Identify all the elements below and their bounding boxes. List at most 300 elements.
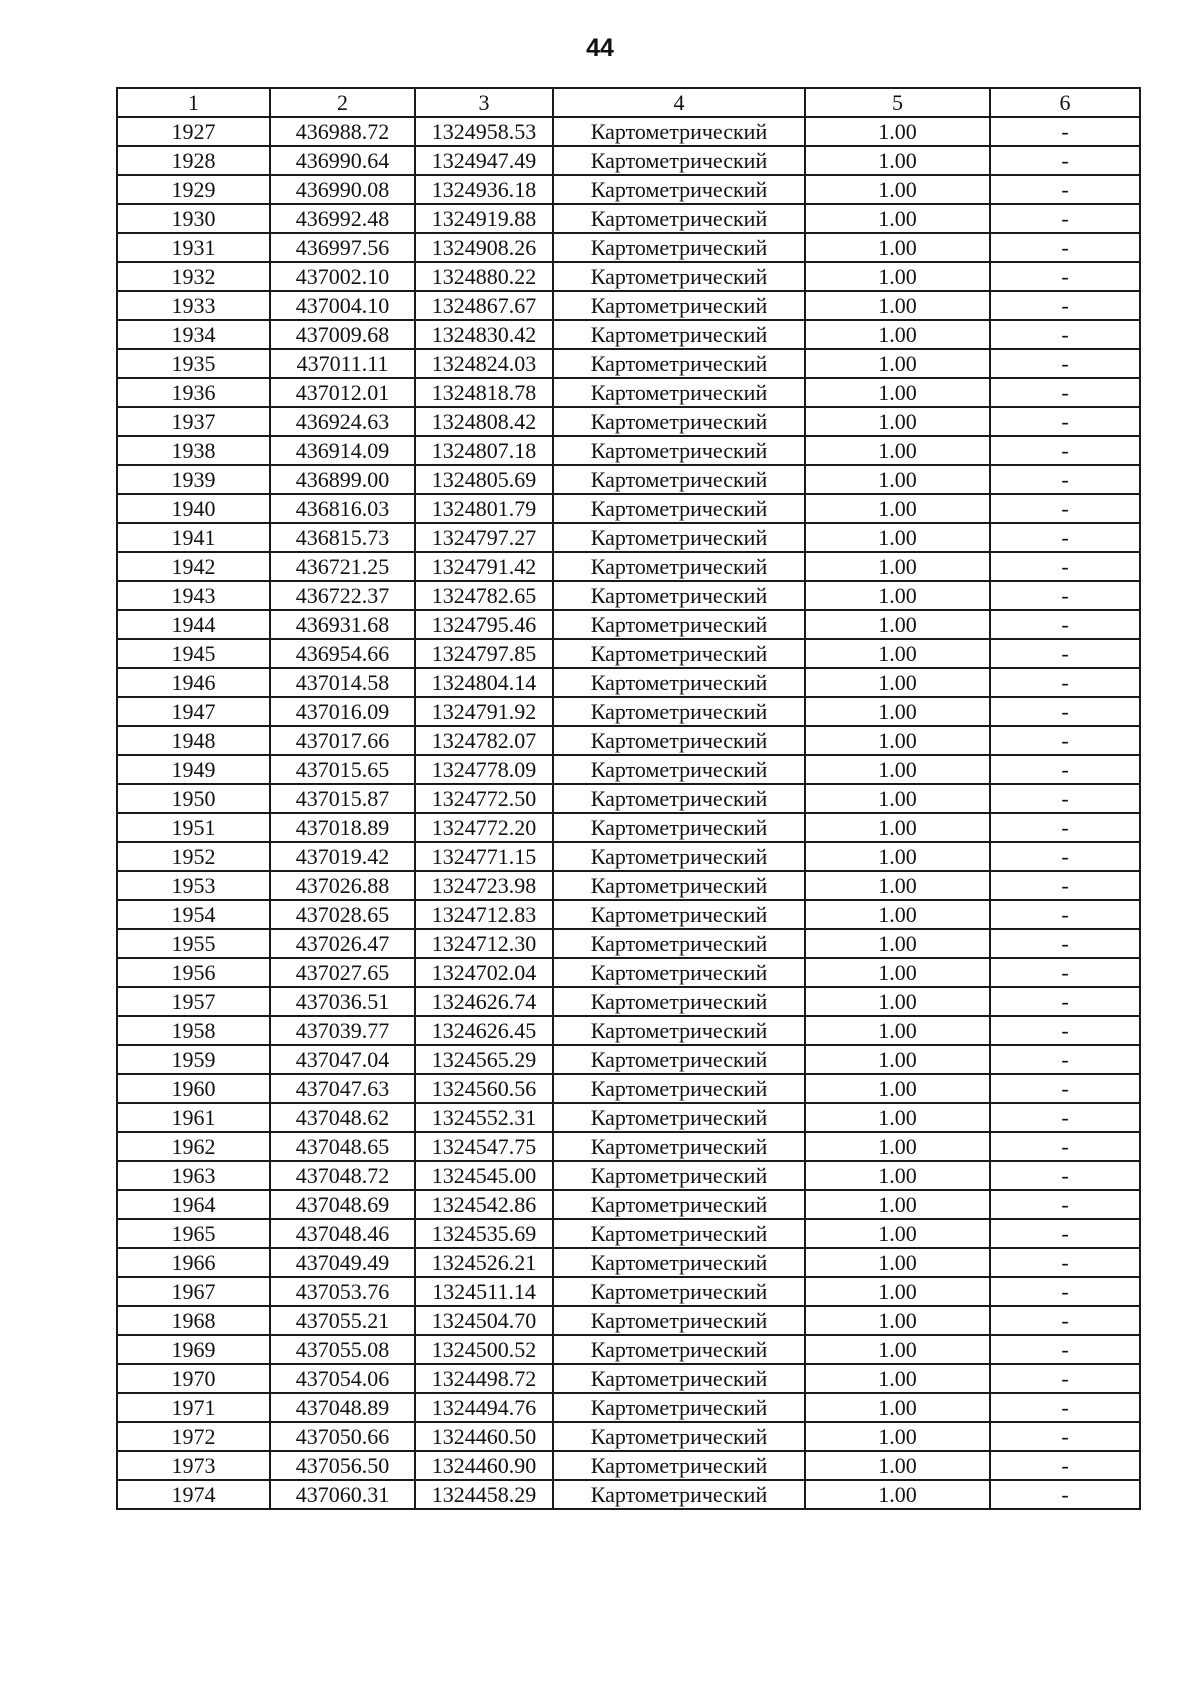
- table-row: [117, 1161, 1140, 1190]
- method-cell: Картометрический: [553, 755, 805, 784]
- method-cell: Картометрический: [553, 1277, 805, 1306]
- x-coordinate-cell: 437047.04: [270, 1045, 415, 1074]
- accuracy-cell: 1.00: [805, 349, 990, 378]
- note-cell: -: [990, 1219, 1140, 1248]
- accuracy-cell: 1.00: [805, 755, 990, 784]
- x-coordinate-cell: 436988.72: [270, 117, 415, 146]
- column-header: 6: [990, 88, 1140, 117]
- table-row: [117, 1103, 1140, 1132]
- accuracy-cell: 1.00: [805, 610, 990, 639]
- point-number-cell: 1956: [117, 958, 270, 987]
- method-cell: Картометрический: [553, 697, 805, 726]
- method-cell: Картометрический: [553, 1132, 805, 1161]
- y-coordinate-cell: 1324504.70: [415, 1306, 553, 1335]
- method-cell: Картометрический: [553, 349, 805, 378]
- y-coordinate-cell: 1324552.31: [415, 1103, 553, 1132]
- x-coordinate-cell: 437016.09: [270, 697, 415, 726]
- note-cell: -: [990, 117, 1140, 146]
- accuracy-cell: 1.00: [805, 146, 990, 175]
- table-row: [117, 1248, 1140, 1277]
- accuracy-cell: 1.00: [805, 1364, 990, 1393]
- table-row: [117, 523, 1140, 552]
- accuracy-cell: 1.00: [805, 1103, 990, 1132]
- x-coordinate-cell: 437047.63: [270, 1074, 415, 1103]
- accuracy-cell: 1.00: [805, 204, 990, 233]
- note-cell: -: [990, 204, 1140, 233]
- x-coordinate-cell: 436722.37: [270, 581, 415, 610]
- point-number-cell: 1935: [117, 349, 270, 378]
- accuracy-cell: 1.00: [805, 726, 990, 755]
- note-cell: -: [990, 1480, 1140, 1509]
- y-coordinate-cell: 1324542.86: [415, 1190, 553, 1219]
- accuracy-cell: 1.00: [805, 900, 990, 929]
- y-coordinate-cell: 1324830.42: [415, 320, 553, 349]
- note-cell: -: [990, 871, 1140, 900]
- table-row: [117, 494, 1140, 523]
- column-header: 4: [553, 88, 805, 117]
- note-cell: -: [990, 465, 1140, 494]
- point-number-cell: 1959: [117, 1045, 270, 1074]
- accuracy-cell: 1.00: [805, 987, 990, 1016]
- point-number-cell: 1965: [117, 1219, 270, 1248]
- table-row: [117, 465, 1140, 494]
- table-row: [117, 755, 1140, 784]
- accuracy-cell: 1.00: [805, 1045, 990, 1074]
- accuracy-cell: 1.00: [805, 1393, 990, 1422]
- note-cell: -: [990, 1306, 1140, 1335]
- y-coordinate-cell: 1324723.98: [415, 871, 553, 900]
- method-cell: Картометрический: [553, 436, 805, 465]
- y-coordinate-cell: 1324824.03: [415, 349, 553, 378]
- table-row: [117, 378, 1140, 407]
- point-number-cell: 1967: [117, 1277, 270, 1306]
- x-coordinate-cell: 437048.89: [270, 1393, 415, 1422]
- note-cell: -: [990, 1335, 1140, 1364]
- table-row: [117, 1016, 1140, 1045]
- method-cell: Картометрический: [553, 958, 805, 987]
- accuracy-cell: 1.00: [805, 958, 990, 987]
- note-cell: -: [990, 784, 1140, 813]
- method-cell: Картометрический: [553, 1190, 805, 1219]
- table-row: [117, 1451, 1140, 1480]
- x-coordinate-cell: 436992.48: [270, 204, 415, 233]
- point-number-cell: 1946: [117, 668, 270, 697]
- y-coordinate-cell: 1324771.15: [415, 842, 553, 871]
- y-coordinate-cell: 1324919.88: [415, 204, 553, 233]
- method-cell: Картометрический: [553, 117, 805, 146]
- table-row: [117, 842, 1140, 871]
- accuracy-cell: 1.00: [805, 117, 990, 146]
- accuracy-cell: 1.00: [805, 233, 990, 262]
- note-cell: -: [990, 581, 1140, 610]
- y-coordinate-cell: 1324782.65: [415, 581, 553, 610]
- note-cell: -: [990, 1016, 1140, 1045]
- x-coordinate-cell: 436899.00: [270, 465, 415, 494]
- note-cell: -: [990, 1190, 1140, 1219]
- point-number-cell: 1973: [117, 1451, 270, 1480]
- y-coordinate-cell: 1324712.30: [415, 929, 553, 958]
- table-row: [117, 668, 1140, 697]
- x-coordinate-cell: 437014.58: [270, 668, 415, 697]
- table-row: [117, 320, 1140, 349]
- accuracy-cell: 1.00: [805, 1219, 990, 1248]
- x-coordinate-cell: 437026.47: [270, 929, 415, 958]
- x-coordinate-cell: 437060.31: [270, 1480, 415, 1509]
- x-coordinate-cell: 436816.03: [270, 494, 415, 523]
- method-cell: Картометрический: [553, 1103, 805, 1132]
- accuracy-cell: 1.00: [805, 813, 990, 842]
- y-coordinate-cell: 1324547.75: [415, 1132, 553, 1161]
- point-number-cell: 1933: [117, 291, 270, 320]
- accuracy-cell: 1.00: [805, 1161, 990, 1190]
- accuracy-cell: 1.00: [805, 1074, 990, 1103]
- x-coordinate-cell: 437048.65: [270, 1132, 415, 1161]
- x-coordinate-cell: 437054.06: [270, 1364, 415, 1393]
- accuracy-cell: 1.00: [805, 842, 990, 871]
- point-number-cell: 1972: [117, 1422, 270, 1451]
- y-coordinate-cell: 1324626.45: [415, 1016, 553, 1045]
- note-cell: -: [990, 1248, 1140, 1277]
- method-cell: Картометрический: [553, 1306, 805, 1335]
- accuracy-cell: 1.00: [805, 320, 990, 349]
- x-coordinate-cell: 437036.51: [270, 987, 415, 1016]
- table-header: [117, 88, 1140, 117]
- y-coordinate-cell: 1324947.49: [415, 146, 553, 175]
- method-cell: Картометрический: [553, 1016, 805, 1045]
- point-number-cell: 1949: [117, 755, 270, 784]
- table-row: [117, 958, 1140, 987]
- table-row: [117, 233, 1140, 262]
- point-number-cell: 1971: [117, 1393, 270, 1422]
- table-row: [117, 610, 1140, 639]
- y-coordinate-cell: 1324500.52: [415, 1335, 553, 1364]
- method-cell: Картометрический: [553, 581, 805, 610]
- method-cell: Картометрический: [553, 929, 805, 958]
- note-cell: -: [990, 436, 1140, 465]
- method-cell: Картометрический: [553, 1364, 805, 1393]
- note-cell: -: [990, 407, 1140, 436]
- x-coordinate-cell: 437039.77: [270, 1016, 415, 1045]
- y-coordinate-cell: 1324702.04: [415, 958, 553, 987]
- note-cell: -: [990, 726, 1140, 755]
- point-number-cell: 1937: [117, 407, 270, 436]
- y-coordinate-cell: 1324458.29: [415, 1480, 553, 1509]
- accuracy-cell: 1.00: [805, 871, 990, 900]
- method-cell: Картометрический: [553, 378, 805, 407]
- table-row: [117, 349, 1140, 378]
- table-row: [117, 1277, 1140, 1306]
- note-cell: -: [990, 146, 1140, 175]
- point-number-cell: 1966: [117, 1248, 270, 1277]
- note-cell: -: [990, 262, 1140, 291]
- point-number-cell: 1969: [117, 1335, 270, 1364]
- accuracy-cell: 1.00: [805, 523, 990, 552]
- note-cell: -: [990, 900, 1140, 929]
- y-coordinate-cell: 1324712.83: [415, 900, 553, 929]
- point-number-cell: 1938: [117, 436, 270, 465]
- note-cell: -: [990, 668, 1140, 697]
- y-coordinate-cell: 1324801.79: [415, 494, 553, 523]
- accuracy-cell: 1.00: [805, 1248, 990, 1277]
- note-cell: -: [990, 1393, 1140, 1422]
- x-coordinate-cell: 437011.11: [270, 349, 415, 378]
- x-coordinate-cell: 436721.25: [270, 552, 415, 581]
- point-number-cell: 1964: [117, 1190, 270, 1219]
- table-row: [117, 900, 1140, 929]
- accuracy-cell: 1.00: [805, 175, 990, 204]
- note-cell: -: [990, 1451, 1140, 1480]
- note-cell: -: [990, 697, 1140, 726]
- accuracy-cell: 1.00: [805, 1480, 990, 1509]
- y-coordinate-cell: 1324778.09: [415, 755, 553, 784]
- method-cell: Картометрический: [553, 494, 805, 523]
- table-row: [117, 1306, 1140, 1335]
- y-coordinate-cell: 1324535.69: [415, 1219, 553, 1248]
- x-coordinate-cell: 437048.46: [270, 1219, 415, 1248]
- note-cell: -: [990, 320, 1140, 349]
- y-coordinate-cell: 1324560.56: [415, 1074, 553, 1103]
- x-coordinate-cell: 437048.62: [270, 1103, 415, 1132]
- y-coordinate-cell: 1324880.22: [415, 262, 553, 291]
- method-cell: Картометрический: [553, 1422, 805, 1451]
- point-number-cell: 1928: [117, 146, 270, 175]
- point-number-cell: 1960: [117, 1074, 270, 1103]
- table-row: [117, 1393, 1140, 1422]
- y-coordinate-cell: 1324782.07: [415, 726, 553, 755]
- point-number-cell: 1963: [117, 1161, 270, 1190]
- point-number-cell: 1955: [117, 929, 270, 958]
- x-coordinate-cell: 437048.69: [270, 1190, 415, 1219]
- y-coordinate-cell: 1324772.50: [415, 784, 553, 813]
- method-cell: Картометрический: [553, 1161, 805, 1190]
- method-cell: Картометрический: [553, 668, 805, 697]
- accuracy-cell: 1.00: [805, 262, 990, 291]
- y-coordinate-cell: 1324804.14: [415, 668, 553, 697]
- table-row: [117, 291, 1140, 320]
- point-number-cell: 1942: [117, 552, 270, 581]
- point-number-cell: 1948: [117, 726, 270, 755]
- note-cell: -: [990, 552, 1140, 581]
- page-number: 44: [586, 34, 614, 62]
- point-number-cell: 1932: [117, 262, 270, 291]
- x-coordinate-cell: 437056.50: [270, 1451, 415, 1480]
- method-cell: Картометрический: [553, 465, 805, 494]
- accuracy-cell: 1.00: [805, 494, 990, 523]
- x-coordinate-cell: 437049.49: [270, 1248, 415, 1277]
- accuracy-cell: 1.00: [805, 639, 990, 668]
- x-coordinate-cell: 437009.68: [270, 320, 415, 349]
- x-coordinate-cell: 437004.10: [270, 291, 415, 320]
- y-coordinate-cell: 1324545.00: [415, 1161, 553, 1190]
- table-row: [117, 1480, 1140, 1509]
- accuracy-cell: 1.00: [805, 1335, 990, 1364]
- table-row: [117, 581, 1140, 610]
- method-cell: Картометрический: [553, 900, 805, 929]
- column-header: 1: [117, 88, 270, 117]
- method-cell: Картометрический: [553, 871, 805, 900]
- note-cell: -: [990, 1161, 1140, 1190]
- note-cell: -: [990, 987, 1140, 1016]
- note-cell: -: [990, 1103, 1140, 1132]
- point-number-cell: 1944: [117, 610, 270, 639]
- table-body: [117, 117, 1140, 1509]
- y-coordinate-cell: 1324797.85: [415, 639, 553, 668]
- note-cell: -: [990, 1132, 1140, 1161]
- method-cell: Картометрический: [553, 1335, 805, 1364]
- method-cell: Картометрический: [553, 407, 805, 436]
- table-row: [117, 1335, 1140, 1364]
- point-number-cell: 1958: [117, 1016, 270, 1045]
- y-coordinate-cell: 1324807.18: [415, 436, 553, 465]
- x-coordinate-cell: 436924.63: [270, 407, 415, 436]
- point-number-cell: 1950: [117, 784, 270, 813]
- x-coordinate-cell: 437018.89: [270, 813, 415, 842]
- accuracy-cell: 1.00: [805, 929, 990, 958]
- column-header: 5: [805, 88, 990, 117]
- accuracy-cell: 1.00: [805, 668, 990, 697]
- table-row: [117, 117, 1140, 146]
- method-cell: Картометрический: [553, 233, 805, 262]
- x-coordinate-cell: 436997.56: [270, 233, 415, 262]
- accuracy-cell: 1.00: [805, 407, 990, 436]
- point-number-cell: 1934: [117, 320, 270, 349]
- point-number-cell: 1968: [117, 1306, 270, 1335]
- x-coordinate-cell: 437015.65: [270, 755, 415, 784]
- y-coordinate-cell: 1324908.26: [415, 233, 553, 262]
- note-cell: -: [990, 233, 1140, 262]
- accuracy-cell: 1.00: [805, 552, 990, 581]
- x-coordinate-cell: 436815.73: [270, 523, 415, 552]
- table-row: [117, 552, 1140, 581]
- accuracy-cell: 1.00: [805, 697, 990, 726]
- point-number-cell: 1929: [117, 175, 270, 204]
- table-row: [117, 204, 1140, 233]
- method-cell: Картометрический: [553, 175, 805, 204]
- accuracy-cell: 1.00: [805, 436, 990, 465]
- note-cell: -: [990, 1277, 1140, 1306]
- note-cell: -: [990, 291, 1140, 320]
- point-number-cell: 1957: [117, 987, 270, 1016]
- accuracy-cell: 1.00: [805, 1190, 990, 1219]
- table-row: [117, 1045, 1140, 1074]
- note-cell: -: [990, 1045, 1140, 1074]
- note-cell: -: [990, 1422, 1140, 1451]
- y-coordinate-cell: 1324626.74: [415, 987, 553, 1016]
- x-coordinate-cell: 437050.66: [270, 1422, 415, 1451]
- table-row: [117, 146, 1140, 175]
- table-row: [117, 1074, 1140, 1103]
- accuracy-cell: 1.00: [805, 1422, 990, 1451]
- table-row: [117, 813, 1140, 842]
- table-row: [117, 175, 1140, 204]
- point-number-cell: 1953: [117, 871, 270, 900]
- header-row: [117, 88, 1140, 117]
- point-number-cell: 1970: [117, 1364, 270, 1393]
- table-row: [117, 697, 1140, 726]
- table-row: [117, 1219, 1140, 1248]
- y-coordinate-cell: 1324958.53: [415, 117, 553, 146]
- y-coordinate-cell: 1324565.29: [415, 1045, 553, 1074]
- method-cell: Картометрический: [553, 523, 805, 552]
- table-row: [117, 1422, 1140, 1451]
- point-number-cell: 1930: [117, 204, 270, 233]
- note-cell: -: [990, 639, 1140, 668]
- method-cell: Картометрический: [553, 784, 805, 813]
- y-coordinate-cell: 1324791.42: [415, 552, 553, 581]
- x-coordinate-cell: 437019.42: [270, 842, 415, 871]
- table-row: [117, 436, 1140, 465]
- x-coordinate-cell: 437026.88: [270, 871, 415, 900]
- table-row: [117, 1132, 1140, 1161]
- table-row: [117, 1190, 1140, 1219]
- x-coordinate-cell: 436990.64: [270, 146, 415, 175]
- x-coordinate-cell: 437012.01: [270, 378, 415, 407]
- x-coordinate-cell: 437028.65: [270, 900, 415, 929]
- y-coordinate-cell: 1324772.20: [415, 813, 553, 842]
- point-number-cell: 1943: [117, 581, 270, 610]
- table-row: [117, 407, 1140, 436]
- note-cell: -: [990, 378, 1140, 407]
- note-cell: -: [990, 349, 1140, 378]
- method-cell: Картометрический: [553, 1451, 805, 1480]
- note-cell: -: [990, 610, 1140, 639]
- method-cell: Картометрический: [553, 1248, 805, 1277]
- x-coordinate-cell: 437053.76: [270, 1277, 415, 1306]
- point-number-cell: 1961: [117, 1103, 270, 1132]
- point-number-cell: 1927: [117, 117, 270, 146]
- y-coordinate-cell: 1324460.50: [415, 1422, 553, 1451]
- x-coordinate-cell: 436914.09: [270, 436, 415, 465]
- point-number-cell: 1951: [117, 813, 270, 842]
- y-coordinate-cell: 1324808.42: [415, 407, 553, 436]
- accuracy-cell: 1.00: [805, 784, 990, 813]
- y-coordinate-cell: 1324867.67: [415, 291, 553, 320]
- accuracy-cell: 1.00: [805, 1132, 990, 1161]
- x-coordinate-cell: 436954.66: [270, 639, 415, 668]
- accuracy-cell: 1.00: [805, 581, 990, 610]
- accuracy-cell: 1.00: [805, 1277, 990, 1306]
- y-coordinate-cell: 1324818.78: [415, 378, 553, 407]
- x-coordinate-cell: 437015.87: [270, 784, 415, 813]
- point-number-cell: 1945: [117, 639, 270, 668]
- method-cell: Картометрический: [553, 1045, 805, 1074]
- point-number-cell: 1954: [117, 900, 270, 929]
- method-cell: Картометрический: [553, 262, 805, 291]
- method-cell: Картометрический: [553, 987, 805, 1016]
- note-cell: -: [990, 494, 1140, 523]
- table-row: [117, 1364, 1140, 1393]
- accuracy-cell: 1.00: [805, 378, 990, 407]
- table-row: [117, 262, 1140, 291]
- coordinates-table: [116, 87, 1141, 1510]
- method-cell: Картометрический: [553, 146, 805, 175]
- y-coordinate-cell: 1324936.18: [415, 175, 553, 204]
- table-row: [117, 639, 1140, 668]
- y-coordinate-cell: 1324498.72: [415, 1364, 553, 1393]
- method-cell: Картометрический: [553, 1219, 805, 1248]
- table-row: [117, 784, 1140, 813]
- y-coordinate-cell: 1324795.46: [415, 610, 553, 639]
- x-coordinate-cell: 437055.21: [270, 1306, 415, 1335]
- y-coordinate-cell: 1324460.90: [415, 1451, 553, 1480]
- accuracy-cell: 1.00: [805, 1306, 990, 1335]
- method-cell: Картометрический: [553, 1393, 805, 1422]
- table-row: [117, 929, 1140, 958]
- method-cell: Картометрический: [553, 813, 805, 842]
- method-cell: Картометрический: [553, 204, 805, 233]
- point-number-cell: 1974: [117, 1480, 270, 1509]
- x-coordinate-cell: 437017.66: [270, 726, 415, 755]
